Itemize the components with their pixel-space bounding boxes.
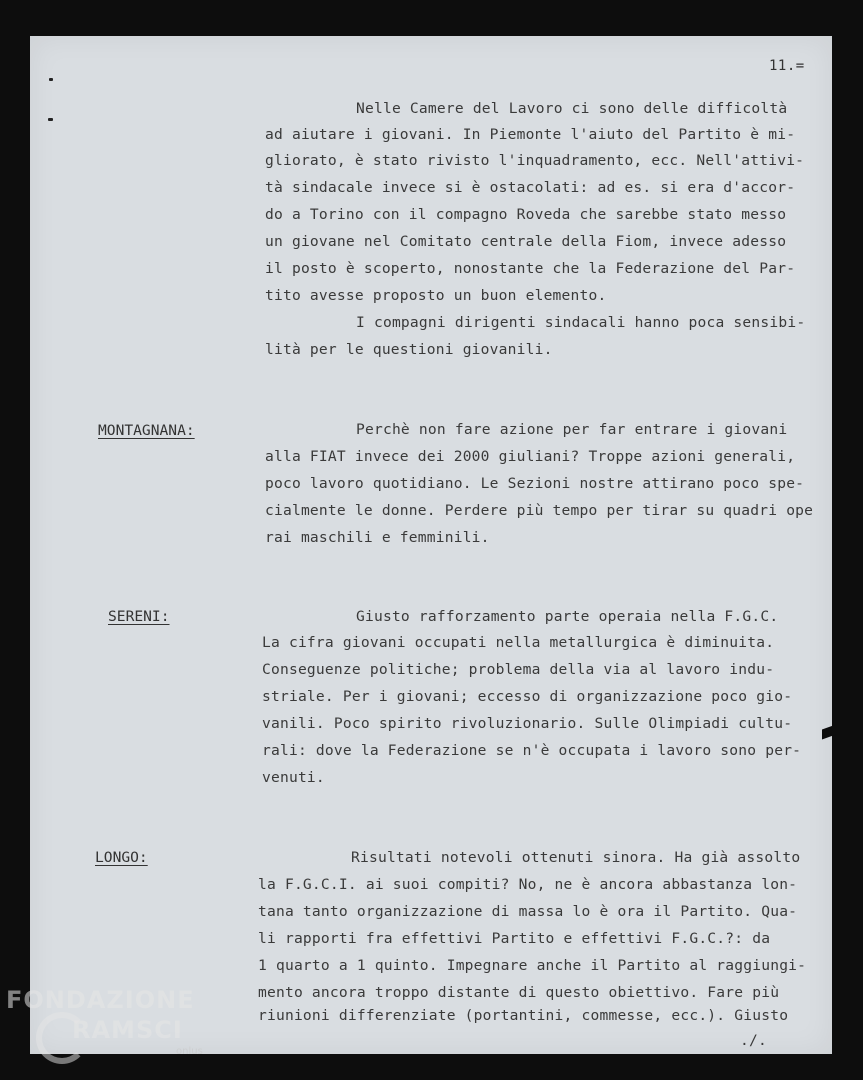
text-line: poco lavoro quotidiano. Le Sezioni nostre attirano poco spe- [265,475,805,492]
watermark-line3: onlus [176,1046,203,1057]
text-line: mento ancora troppo distante di questo obiettivo. Fare più [258,984,780,1001]
text-line: tana tanto organizzazione di massa lo è ora il Partito. Qua- [258,903,798,920]
margin-dot [48,118,53,121]
text-line: vanili. Poco spirito rivoluzionario. Sulle Olimpiadi cultu- [262,715,793,732]
text-line: striale. Per i giovani; eccesso di organizzazione poco gio- [262,688,793,705]
watermark-line1: FONDAZIONE [6,986,195,1014]
text-line: do a Torino con il compagno Roveda che sarebbe stato messo [265,206,787,223]
text-line: un giovane nel Comitato centrale della Fiom, invece adesso [265,233,787,250]
text-line: venuti. [262,769,325,786]
watermark-logo [6,986,221,1076]
text-line: tito avesse proposto un buon elemento. [265,287,607,304]
watermark-line2: RAMSCI [72,1016,183,1044]
text-line: Conseguenze politiche; problema della via al lavoro indu- [262,661,775,678]
text-line: ad aiutare i giovani. In Piemonte l'aiuto del Partito è mi- [265,126,796,143]
text-line: riunioni differenziate (portantini, commesse, ecc.). Giusto [258,1007,789,1024]
continuation-mark: ./. [740,1032,767,1049]
text-line: Nelle Camere del Lavoro ci sono delle difficoltà [356,100,788,117]
text-line: lità per le questioni giovanili. [265,341,553,358]
text-line: il posto è scoperto, nonostante che la Federazione del Par- [265,260,796,277]
text-line: rali: dove la Federazione se n'è occupata i lavoro sono per- [262,742,802,759]
page-number: 11.= [769,58,805,74]
text-line: Risultati notevoli ottenuti sinora. Ha già assolto [351,849,801,866]
text-line: alla FIAT invece dei 2000 giuliani? Troppe azioni generali, [265,448,796,465]
text-line: Perchè non fare azione per far entrare i giovani [356,421,788,438]
text-line: Giusto rafforzamento parte operaia nella F.G.C. [356,608,779,625]
speaker-name: MONTAGNANA: [98,422,195,439]
text-line: 1 quarto a 1 quinto. Impegnare anche il Partito al raggiungi- [258,957,807,974]
text-line: tà sindacale invece si è ostacolati: ad es. si era d'accor- [265,179,796,196]
text-line: gliorato, è stato rivisto l'inquadramento, ecc. Nell'attivi- [265,152,805,169]
text-line: La cifra giovani occupati nella metallurgica è diminuita. [262,634,775,651]
speaker-name: SERENI: [108,608,170,625]
text-line: li rapporti fra effettivi Partito e effettivi F.G.C.?: da [258,930,771,947]
margin-dot [49,78,53,81]
text-line: la F.G.C.I. ai suoi compiti? No, ne è ancora abbastanza lon- [258,876,798,893]
text-line: I compagni dirigenti sindacali hanno poca sensibi- [356,314,806,331]
text-line: rai maschili e femminili. [265,529,490,546]
text-line: cialmente le donne. Perdere più tempo per tirar su quadri ope [265,502,814,519]
speaker-name: LONGO: [95,849,148,866]
